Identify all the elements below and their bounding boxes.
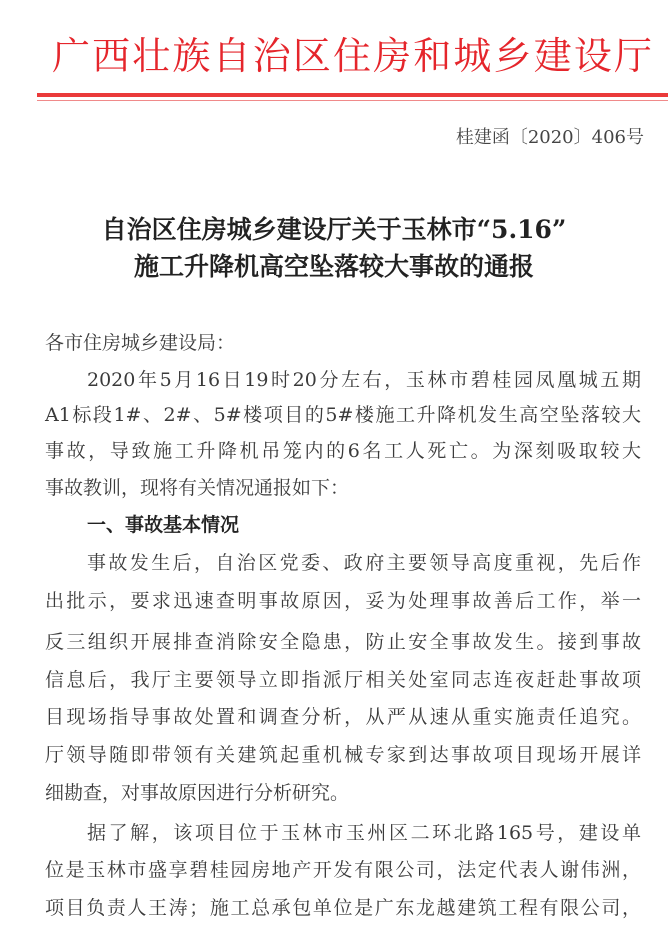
body-line: 厅领导随即带领有关建筑起重机械专家到达事故项目现场开展详 bbox=[45, 744, 641, 766]
body-line: 反三组织开展排查消除安全隐患，防止安全事故发生。接到事故 bbox=[45, 631, 641, 653]
body-line: 信息后，我厅主要领导立即指派厅相关处室同志连夜赶赴事故项 bbox=[45, 669, 641, 691]
body-line: 项目负责人王涛；施工总承包单位是广东龙越建筑工程有限公司， bbox=[45, 897, 641, 919]
body-line: 2020年5月16日19时20分左右，玉林市碧桂园凤凰城五期 bbox=[87, 369, 641, 391]
body-line: 据了解，该项目位于玉林市玉州区二环北路165号，建设单 bbox=[87, 822, 641, 844]
document-title-line-2: 施工升降机高空坠落较大事故的通报 bbox=[133, 252, 534, 281]
body-line: 事故发生后，自治区党委、政府主要领导高度重视，先后作 bbox=[87, 552, 641, 574]
body-line: 事故教训，现将有关情况通报如下： bbox=[45, 477, 350, 499]
section-heading: 一、事故基本情况 bbox=[87, 514, 240, 536]
red-divider-thick bbox=[37, 93, 668, 97]
salutation: 各市住房城乡建设局： bbox=[45, 332, 236, 354]
body-line: A1标段1#、2#、5#楼项目的5#楼施工升降机发生高空坠落较大 bbox=[45, 404, 641, 426]
body-line: 细勘查，对事故原因进行分析研究。 bbox=[45, 782, 350, 804]
body-line: 目现场指导事故处置和调查分析，从严从速从重实施责任追究。 bbox=[45, 706, 641, 728]
body-line: 事故，导致施工升降机吊笼内的6名工人死亡。为深刻吸取较大 bbox=[45, 440, 641, 462]
issuing-authority-header: 广西壮族自治区住房和城乡建设厅 bbox=[52, 34, 652, 78]
document-title-line-1: 自治区住房城乡建设厅关于玉林市“5.16” bbox=[101, 215, 567, 244]
document-number: 桂建函〔2020〕406号 bbox=[455, 127, 644, 148]
body-line: 出批示，要求迅速查明事故原因，妥为处理事故善后工作，举一 bbox=[45, 590, 641, 612]
red-divider-thin bbox=[37, 100, 668, 101]
body-line: 位是玉林市盛享碧桂园房地产开发有限公司，法定代表人谢伟洲， bbox=[45, 859, 641, 881]
